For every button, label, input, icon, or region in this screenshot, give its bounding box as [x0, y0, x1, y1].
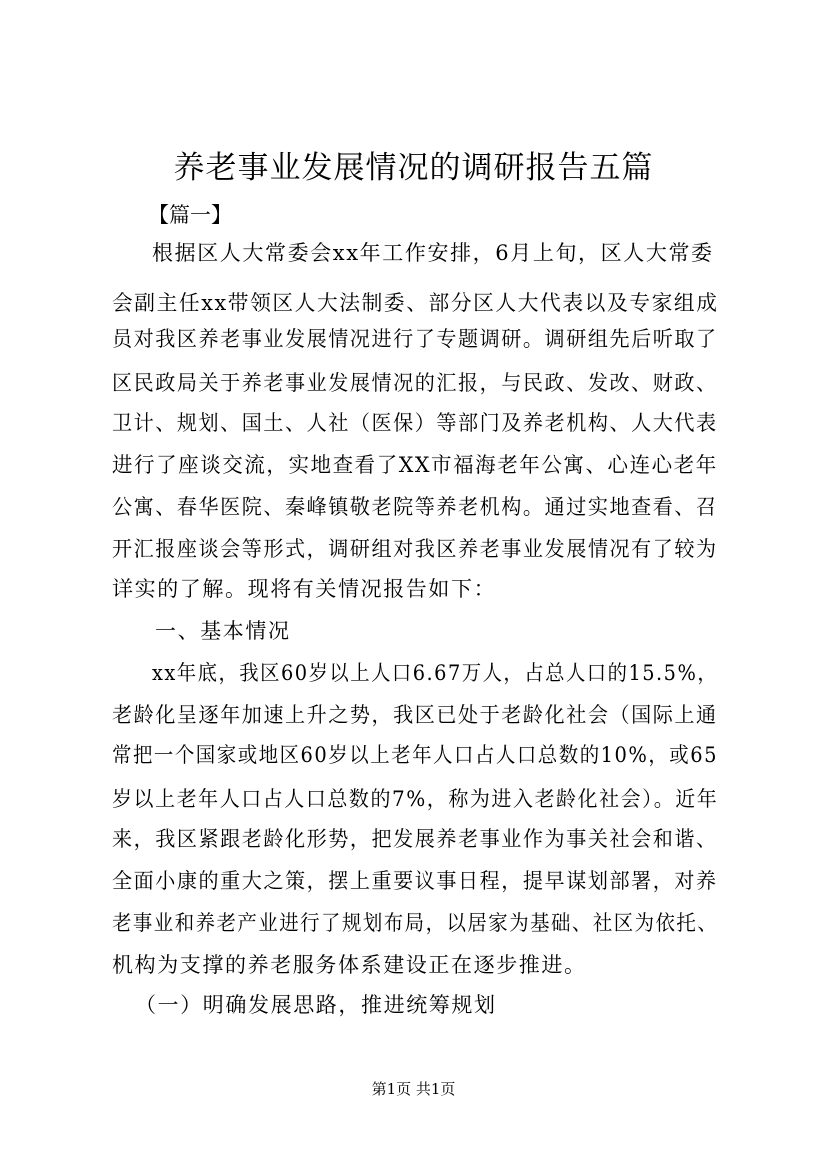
body-line: 常把一个国家或地区60岁以上老年人口占人口总数的10%，或65 [112, 743, 718, 767]
section-mark: 【篇一】 [148, 203, 232, 227]
body-line: 卫计、规划、国土、人社（医保）等部门及养老机构、人大代表 [112, 411, 718, 435]
body-line: 根据区人大常委会xx年工作安排，6月上旬，区人大常委 [152, 241, 714, 265]
body-line: 详实的了解。现将有关情况报告如下： [112, 577, 497, 601]
body-line: xx年底，我区60岁以上人口6.67万人，占总人口的15.5%， [152, 661, 719, 685]
body-line: 开汇报座谈会等形式，调研组对我区养老事业发展情况有了较为 [112, 537, 718, 561]
body-line: 进行了座谈交流，实地查看了XX市福海老年公寓、心连心老年 [112, 453, 718, 477]
body-line: 全面小康的重大之策，摆上重要议事日程，提早谋划部署，对养 [112, 869, 718, 893]
subsection-heading: （一）明确发展思路，推进统筹规划 [135, 993, 497, 1017]
body-line: 员对我区养老事业发展情况进行了专题调研。调研组先后听取了 [112, 327, 718, 351]
body-line: 来，我区紧跟老龄化形势，把发展养老事业作为事关社会和谐、 [112, 827, 718, 851]
body-line: 老事业和养老产业进行了规划布局，以居家为基础、社区为依托、 [112, 911, 719, 935]
body-line: 机构为支撑的养老服务体系建设正在逐步推进。 [112, 953, 587, 977]
body-line: 区民政局关于养老事业发展情况的汇报，与民政、发改、财政、 [112, 371, 718, 395]
body-line: 岁以上老年人口占人口总数的7%，称为进入老龄化社会）。近年 [112, 787, 719, 811]
section-heading: 一、基本情况 [155, 619, 291, 643]
body-line: 老龄化呈逐年加速上升之势，我区已处于老龄化社会（国际上通 [112, 703, 718, 727]
document-title: 养老事业发展情况的调研报告五篇 [173, 150, 654, 186]
page-footer: 第1页 共1页 [371, 1080, 456, 1098]
body-line: 会副主任xx带领区人大法制委、部分区人大代表以及专家组成 [112, 291, 719, 315]
body-line: 公寓、春华医院、秦峰镇敬老院等养老机构。通过实地查看、召 [112, 495, 718, 519]
